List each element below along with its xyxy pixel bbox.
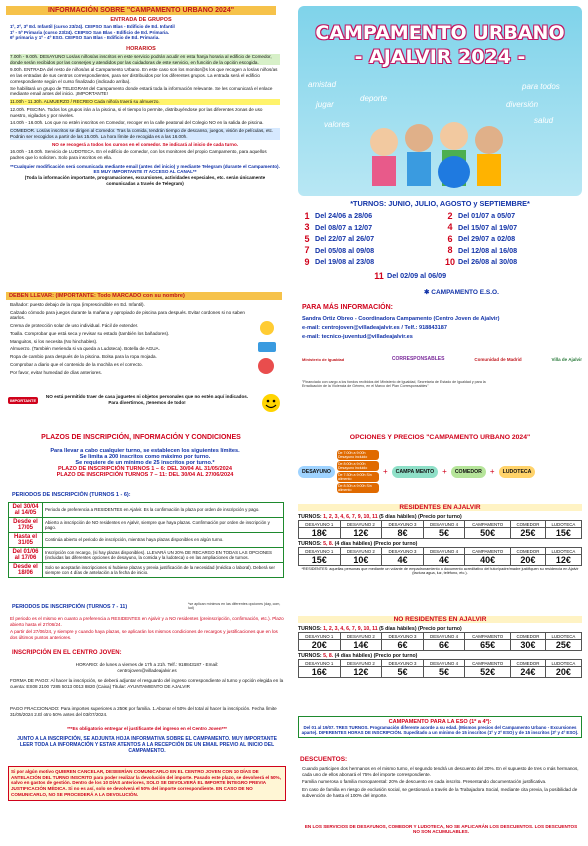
no-residentes-block [298, 626, 582, 678]
limit-intro: Para llevar a cabo cualquier turno, se establecen los siguientes límites. [50, 448, 240, 454]
residentes-block [298, 514, 582, 575]
table-row: Desde el 18/06 Solo se aceptarán inscripciones si hubiese plazas y previa justificación de la necesidad (médica o laboral). Deberá ser siempre con 4 días de antelación a la fecha de inicio. [9, 563, 284, 578]
horario-ludoteca: 16.00h - 18.00h. Servicio de LUDOTECA. En el edificio de comedor, con los monitores del propio Campamento, para aquellos padres que lo soliciten. Solo para inscritos en ella. [10, 149, 267, 161]
eso-text: Del 01 al 19/07. TRES TURNOS. Programación diferente acorde a su edad. (Mismos precios del Campamento Urbano - Excursiones aparte). DIFERENTES HORAS DE INSCRIPCIÓN. Supeditado a un mínimo de 15 inscritos (1º y 2º ESO) y de 15 inscritos (3º y 4º ESO). [301, 725, 579, 735]
cancel-note: Si por algún motivo QUIEREN CANCELAR, DESEERÍAN COMUNICARLO EN EL CENTRO JOVEN CON 10 DÍAS DE ANTELACIÓN DEL TURNO INSCRITO para poder realizar la devolución del importe. Pasado este plazo, se devolverá el 50%, salvo en gastos de gestión. Dentro de los 10 DÍAS anteriores, SOLO SE DEVOLVERÁ EL IMPORTE ÍNTEGRO PREVIA JUSTIFICACIÓN MÉDICA. Si no es así, solo se devolverá el 50% del importe correspondiente. EN CASO DE NO COMUNICARLO, NO SE PROCEDERÁ A LA DEVOLUCIÓN. [8, 766, 286, 801]
deben-list [10, 302, 250, 375]
turno-item: 3 Del 08/07 a 12/07 [304, 222, 373, 233]
residentes-title: RESIDENTES EN AJALVIR [298, 504, 582, 511]
panel-informacion [2, 2, 288, 420]
corresponsables-logo: CORRESPONSABLES [391, 356, 445, 362]
ajalvir-logo: Villa de Ajalvir [551, 356, 582, 362]
obligatorio-note: ***Es obligatorio entregar el justificante del ingreso en el Centro Joven*** [67, 726, 227, 731]
centro-title: INSCRIPCIÓN EN EL CENTRO JOVEN: [12, 650, 122, 656]
beach-items-icon [252, 318, 282, 378]
entrada-list [10, 24, 280, 41]
panel-portada [294, 2, 586, 420]
turno-item: 7 Del 05/08 al 09/08 [304, 245, 375, 256]
contact-block [302, 316, 582, 340]
entrada-title: ENTRADA DE GRUPOS [110, 17, 172, 23]
option-desayuno: DESAYUNO [298, 466, 335, 478]
panel-plazos [2, 426, 288, 844]
comunidad-madrid-logo: Comunidad de Madrid [474, 356, 522, 362]
deben-item: Calzado cómodo para juegos durante la mañana y apropiado de piscina para después. Evitar cordones si no saben atarlos. [10, 309, 245, 321]
plus-icon: + [442, 467, 447, 476]
cloud-word: jugar [316, 100, 334, 109]
turno-item: 4 Del 15/07 al 19/07 [447, 222, 518, 233]
descuento-item: Familia numerosa o familia monoparental: 20% de descuento en cada inscrito. Presentando documentación justificativa. [302, 779, 547, 785]
panel-precios [294, 426, 586, 844]
contact-name: Sandra Ortiz Obreo - Coordinadora Campamento (Centro Joven de Ajalvir) [302, 316, 500, 322]
horario-piscina: 12.00h. PISCINA. Todos los grupos irán a la piscina, si el tiempo lo permite, distribuyéndose por las diferentes zonas de uso nuestro, vigilados y por niveles. [10, 106, 263, 118]
option-campamento: CAMPA MENTO [392, 466, 439, 478]
descuentos-title: DESCUENTOS: [300, 756, 348, 763]
res1-table: DESAYUNO 1 DESAYUNO 2 DESAYUNO 3 DESAYUNO 4 CAMPAMENTO COMEDOR LUDOTECA 18€ 12€ 8€ 5€ 50€ 25€ 15€ [298, 520, 582, 539]
contact-email-1[interactable]: e-mail: centrojoven@villadeajalvir.es / Telf.: 918843187 [302, 325, 447, 331]
deben-item: Almuerzo. (También merienda si va queda a Ludoteca). Botella de AGUA. [10, 346, 160, 352]
info-title: INFORMACIÓN SOBRE "CAMPAMENTO URBANO 2024" [6, 6, 276, 15]
option-comedor: COMEDOR [451, 466, 486, 478]
ministerio-logo: Ministerio de Igualdad [302, 356, 345, 362]
no-residentes-title: NO RESIDENTES EN AJALVIR [298, 616, 582, 623]
horario-nota: NO se recogerá a todos los cursos en el comedor. Se indicará al inicio de cada turno. [51, 141, 239, 147]
turno-item-11: 11 Del 02/09 al 06/09 [374, 270, 447, 281]
important-badge: IMPORTANTE [10, 398, 37, 403]
hero-subtitle: - AJALVIR 2024 - [354, 46, 526, 68]
turno-item: 9 Del 19/08 al 23/08 [304, 256, 375, 267]
entrada-item: 1º, 2º, 3º Ed. Infantil (curso 23/24). CEIPSO San Blas - Edificio de Ed. Infantil [10, 24, 175, 29]
eso-title: CAMPAMENTO PARA LA ESO (1º a 4º): [388, 719, 492, 725]
options-diagram [298, 450, 582, 493]
no-juguetes-note: NO está permitido traer de casa juguetes ni objetos personales que no estén aquí indicados. Para divertirnos, ¡tenemos de todo! [45, 394, 249, 405]
descuentos-footer: EN LOS SERVICIOS DE DESAYUNOS, COMEDOR Y LUDOTECA, NO SE APLICARÁN LOS DESCUENTOS. LOS DESCUENTOS NO SON ACUMULABLES. [304, 824, 578, 834]
option-ludoteca: LUDOTECA [499, 466, 536, 478]
deben-item: Ropa de cambio para después de la piscina. Bolsa para la ropa mojada. [10, 354, 157, 360]
table-row: Hasta el 31/05 Continúa abierto el periodo de inscripción, mientras haya plazas disponibles en algún turno. [9, 533, 284, 548]
entrada-item: 6º primaria y 1º - 4º ESO. CEIPSO San Blas - Edificio de Ed. Primaria. [10, 35, 160, 41]
table-row: Desde el 17/05 Abierto a inscripción de NO residentes en Ajalvir, siempre que haya plazas. Confirmación por orden de inscripción y pago. [9, 518, 284, 533]
deben-item: Crema de protección solar de uso individual. Fácil de extender. [10, 323, 139, 329]
turno-item: 1 Del 24/06 a 28/06 [304, 210, 373, 221]
horario-desayuno: 7.00h - 9.00h. DESAYUNO Los/as niños/as inscritos en este servicio podrán acudir en esta franja horaria al edificio de Comedor, donde serán recibidos por las conserjes y atendidos por las cuidadoras de este servicio, en función de la opción escogida. [10, 54, 280, 65]
res1-label: TURNOS: 1, 2, 3, 4, 6, 7, 9, 10, 11 (5 días hábiles) (Precio por turno) [298, 514, 462, 520]
nores2-label: TURNOS: 5, 8. (4 días hábiles) (Precio por turno) [298, 653, 418, 659]
periodos-table [8, 502, 284, 578]
horario-comedor: COMEDOR. Los/as inscritos se dirigen al Comedor. Tras la comida, tendrán tiempo de descanso, juegos, visión de películas, etc. Podrán ser recogidos a partir de las 15.00h. La hora límite de recogida es a las 16.00h. [10, 128, 280, 139]
deben-title: DEBEN LLEVAR: (IMPORTANTE: Todo MARCADO con su nombre) [6, 292, 282, 300]
horarios-block [10, 54, 280, 187]
mas-info-title: PARA MÁS INFORMACIÓN: [302, 304, 393, 311]
horario-recogida: 14.00h - 16.00h. Los que no estén inscritos en Comedor, recoger en la calle peatonal del Colegio NO en la salida de piscina. [10, 120, 264, 126]
precios-title: OPCIONES Y PRECIOS "CAMPAMENTO URBANO 2024" [349, 434, 531, 441]
telegram-note: (Toda la información importante, programaciones, excursiones, actividades especiales, etc. serán únicamente comunicadas a través de Telegram) [24, 175, 266, 186]
ball-icon [258, 358, 274, 374]
plus-icon: + [382, 467, 388, 476]
turno-item: 6 Del 29/07 a 02/08 [447, 233, 516, 244]
desayuno-options: De 7:00h a 9:00h Desayuno incluido De 8:00h a 9:00h Desayuno incluido De 7:30h a 9:00h Sin alimento De 8:30h a 9:00h Sin alimento [337, 450, 379, 493]
deben-item: Manguitos, si los necesita (No hinchables). [10, 338, 98, 344]
cloud-word: valores [324, 120, 350, 129]
residentes-note: *RESIDENTES: aquellas personas que mediante un volante de empadronamiento o documento acreditativo del tutor/padre/madre justifiquen su residencia en Ajalvir (factura agua, luz, teléfono, etc.). [301, 567, 579, 575]
res2-table: DESAYUNO 1 DESAYUNO 2 DESAYUNO 3 DESAYUNO 4 CAMPAMENTO COMEDOR LUDOTECA 15€ 10€ 4€ 4€ 40€ 20€ 12€ [298, 547, 582, 566]
periodos2-title: PERIODOS DE INSCRIPCIÓN (TURNOS 7 - 11) [12, 604, 128, 610]
deben-item: Bañador: puesto debajo de la ropa (imprescindible en Ed. Infantil). [10, 302, 145, 307]
centro-info: HORARIO: de lunes a viernes de 17h a 21h. Telf.: 918843187 - Email: centrojoven@villadeajalvir.es [75, 662, 219, 673]
deben-item: Toalla. Comprobar que está seca y revisar su estado (también los bañadores). [10, 330, 170, 336]
cloud-word: deporte [360, 94, 388, 103]
limit-min: Se requiere de un mínimo de 25 inscritos por turno.* [75, 460, 215, 466]
horario-telegram: Se habilitará un grupo de TELEGRAM del Campamento donde estará toda la información relevante. Se les comunicará el enlace mediante email antes del inicio. ¡IMPORTANTE! [10, 85, 273, 97]
plus-icon: + [489, 467, 495, 476]
plazos-title: PLAZOS DE INSCRIPCIÓN, INFORMACIÓN Y CONDICIONES [41, 434, 241, 441]
horario-almuerzo: 11.00h - 11.30h. ALMUERZO / RECREO Cada niño/a traerá su almuerzo. [10, 99, 280, 105]
turno-item: 10 Del 26/08 al 30/08 [445, 256, 518, 267]
turno-item: 8 Del 12/08 al 16/08 [447, 245, 518, 256]
eso-label: ✱ CAMPAMENTO E.S.O. [424, 289, 499, 296]
cloud-word: para todos [522, 82, 560, 91]
horario-entrada: 9.00h. ENTRADA del resto de niños/as al Campamento Urbano. En este caso son los monitor@s los que recogen a los/as niños/as en las entradas de sus centros correspondientes, para ser distribuidos por los diferentes grupos. La entrada será el edificio correspondiente según el curso finalizado (indicado arriba). [10, 67, 278, 84]
horarios-title: HORARIOS [126, 46, 156, 52]
forma-pago: FORMA DE PAGO: Al hacer la inscripción, se deberá adjuntar el resguardo del ingreso correspondiente al turno y opción elegida en la cuenta: ES08 2100 7285 5013 0013 8820 (Caixa) Titular: AYUNTAMIENTO DE AJALVIR [10, 678, 284, 689]
cloud-word: diversión [506, 100, 539, 109]
nores1-label: TURNOS: 1, 2, 3, 4, 6, 7, 9, 10, 11 (5 días hábiles) (Precio por turno) [298, 626, 462, 632]
pago-fraccionado: PAGO FRACCIONADO: Para importes superiores a 250€ por familia. 1.Abonar el 50% del total al hacer la inscripción. Fecha límite 31/05/2024 2.El otro 50% antes del 03/07/2024. [10, 706, 277, 717]
cloud-word: salud [534, 116, 554, 125]
periodos2-text: El periodo es el mismo en cuanto a preferencia a RESIDENTES en Ajalvir y a NO residentes (preinscripción, confirmación, etc.). Plazo abierto hasta el 27/06/24. A partir del 27/06/24, y siempre y cuando haya plazas, se aplicarán los mismos condiciones de recargos y justificaciones que en los dos últimos puntos anteriores. [10, 616, 284, 641]
limit-max: Se limita a 200 inscritos como máximo por turno. [79, 454, 211, 460]
turno-item: 5 Del 22/07 al 26/07 [304, 233, 375, 244]
res2-label: TURNOS: 5, 8. (4 días hábiles) (Precio por turno) [298, 541, 418, 547]
plazo-1-6: PLAZO DE INSCRIPCIÓN TURNOS 1 – 6: DEL 30/04 AL 31/05/2024 [58, 466, 232, 472]
nores2-table: DESAYUNO 1 DESAYUNO 2 DESAYUNO 3 DESAYUNO 4 CAMPAMENTO COMEDOR LUDOTECA 16€ 12€ 5€ 5€ 52€ 24€ 20€ [298, 659, 582, 678]
modificacion-note: **Cualquier modificación será comunicada mediante email (antes del inicio) y mediante Telegram (durante el Campamento). ES MUY IMPORTANTE IT ACCESO AL CANAL** [10, 163, 280, 175]
children-illustration [354, 102, 524, 194]
plazo-7-11: PLAZO DE INSCRIPCIÓN TURNOS 7 – 11: DEL 30/04 AL 27/06/2024 [56, 472, 234, 478]
turno-item: 2 Del 01/07 a 05/07 [447, 210, 516, 221]
junto-note: JUNTO A LA INSCRIPCIÓN, SE ADJUNTA HOJA INFORMATIVA SOBRE EL CAMPAMENTO. MUY IMPORTANTE LEER TODA LA INFORMACIÓN Y ESTAR ATENTOS A LA RECEPCIÓN DE UN EMAIL PREVIO AL INICIO DEL CAMPAMENTO. [17, 736, 277, 754]
sun-icon [260, 321, 274, 335]
table-row: Del 30/04 al 14/05 Periodo de preferencia a RESIDENTES en Ajalvir. Es la confirmación la plaza por orden de inscripción y pago. [9, 503, 284, 518]
logos-row [302, 356, 582, 362]
financing-note: "Financiado con cargo a los fondos recibidos del Ministerio de Igualdad, Secretaría de Estado de Igualdad y para la Erradicación de la Violencia de Género, en el Marco del Plan Corresponsables" [302, 380, 486, 388]
descuento-item: En caso de familia en riesgo de exclusión social, se gestionará a través de la Trabajadora Social, mediante cita previa, la posibilidad de subvención de hasta el 100% del importe. [302, 787, 578, 798]
periodos2-note: *se aplican mínimos en las diferentes opciones (day, com, lud) [188, 602, 281, 610]
contact-email-2[interactable]: e-mail: tecnico-juventud@villadeajalvir.es [302, 334, 413, 340]
hero-title: CAMPAMENTO URBANO [315, 22, 565, 44]
descuentos-list [302, 766, 580, 799]
deben-item: Comprobar a diario que el contenido de la mochila es el correcto. [10, 361, 143, 367]
nores1-table: DESAYUNO 1 DESAYUNO 2 DESAYUNO 3 DESAYUNO 4 CAMPAMENTO COMEDOR LUDOTECA 20€ 14€ 6€ 6€ 65€ 30€ 25€ [298, 632, 582, 651]
limits [6, 448, 284, 478]
eso-box [298, 716, 582, 738]
smiley-icon [260, 392, 282, 414]
periodos-title: PERIODOS DE INSCRIPCIÓN (TURNOS 1 - 6): [12, 492, 131, 498]
deben-item: Por favor, evitar humedad de días anteriores. [10, 369, 102, 375]
turnos-grid [302, 210, 582, 268]
turnos-title: *TURNOS: JUNIO, JULIO, AGOSTO y SEPTIEMBRE* [350, 199, 530, 208]
table-row: Del 01/06 al 17/06 Inscripción con recargo, (si hay plazas disponibles). LLEVARÁ UN 20% DE RECARGO EN TODAS LAS OPCIONES (incluidas las diferentes opciones de desayuno, la comida y la ludoteca) o en las ampliaciones de turnos. [9, 548, 284, 563]
cloud-word: amistad [308, 80, 337, 89]
kids-icon [370, 122, 503, 188]
descuento-item: Cuando participen dos hermanos en el mismo turno, el segundo tendrá un descuento del 20%. En el supuesto de tres o más hermanos, cada uno de ellos abonará el 75% del importe correspondiente. [302, 766, 579, 777]
towel-icon [258, 342, 276, 352]
entrada-item: 1º - 5º Primaria (curso 23/24). CEIPSO San Blas - Edificio de Ed. Primaria. [10, 29, 170, 35]
